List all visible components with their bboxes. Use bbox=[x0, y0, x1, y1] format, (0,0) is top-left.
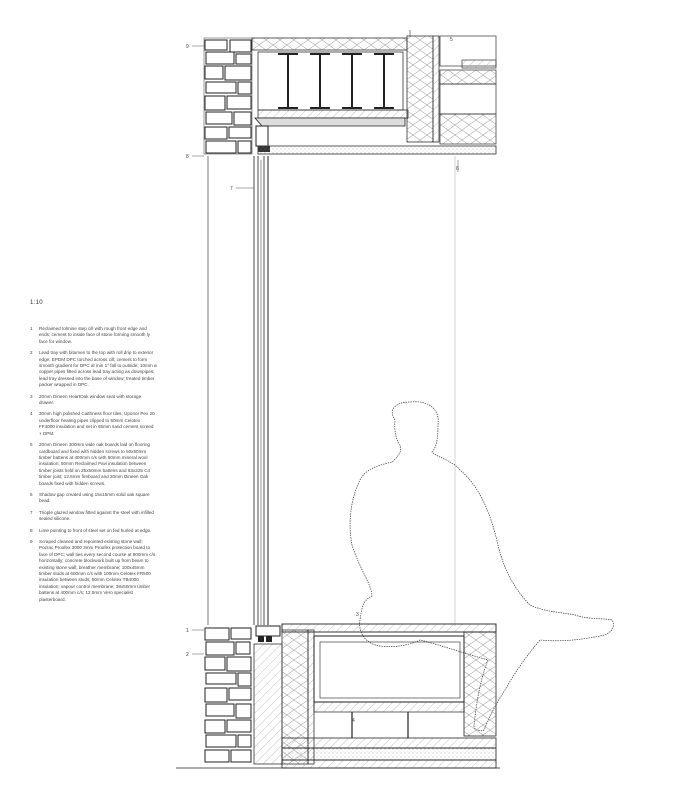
label-3: 3 bbox=[356, 612, 359, 618]
note-number: 4 bbox=[30, 411, 33, 417]
note-number: 1 bbox=[30, 326, 33, 331]
note-text: Shadow gap created using 15x15mm solid oak square bead. bbox=[39, 491, 150, 504]
note-6 bbox=[30, 492, 180, 505]
note-text: Lead tray with bitumen to the top with roll drip to exterior edge; EPDM DPC torched across cill; cement to form smooth gradient for DPC at min 1° fall to outside; 10mm ø copper pipes fitted across lead tray acting as downpipes; lead tray dressed into the base of window; treated timber packer wrapped in DPC. bbox=[39, 350, 157, 388]
label-6: 6 bbox=[456, 166, 459, 172]
note-1 bbox=[30, 326, 180, 345]
note-4 bbox=[30, 411, 180, 437]
label-9: 9 bbox=[186, 44, 189, 50]
note-text: Scraped cleaned and repointed existing stone wall; Pozrac Proofex 3000 3mm Proofex protection board to face of DPC; wall ties every second course at 900mm c/s horizontally; concrete blockwork built up from beam to existing stone wall; breather membrane; 100x45mm timber studs at 600mm c/s with 100mm Celotex FR500 insulation between studs; 50mm Celotex TB4000 insulation; vapour control membrane; 38x50mm timber battens at 400mm c/s; 12.5mm Vero specialist plasterboard. bbox=[39, 538, 156, 602]
label-5: 5 bbox=[450, 37, 453, 43]
note-2 bbox=[30, 350, 180, 388]
notes-panel bbox=[30, 300, 180, 608]
note-number: 7 bbox=[30, 509, 33, 515]
label-8: 8 bbox=[186, 154, 189, 160]
label-4: 4 bbox=[352, 718, 355, 724]
scale-label: 1:10 bbox=[30, 300, 43, 306]
note-text: 20mm Dineen HeartOak window seat with storage drawer. bbox=[39, 393, 142, 406]
note-number: 9 bbox=[30, 538, 33, 544]
note-3 bbox=[30, 394, 180, 407]
label-1: 1 bbox=[186, 628, 189, 634]
label-2: 2 bbox=[186, 652, 189, 658]
lower-stone-wall bbox=[205, 628, 251, 762]
note-5 bbox=[30, 442, 180, 487]
upper-stone-wall bbox=[204, 38, 252, 154]
label-7: 7 bbox=[230, 186, 233, 192]
note-number: 3 bbox=[30, 393, 33, 399]
note-text: Triople glazed window fitted against the steel with infilled sealed silicone. bbox=[39, 509, 154, 522]
note-number: 8 bbox=[30, 527, 33, 533]
note-9 bbox=[30, 539, 180, 603]
glazing-unit bbox=[208, 156, 455, 626]
note-text: Lime pointing to front of steel set on fed hurled at edge. bbox=[39, 527, 152, 533]
note-7 bbox=[30, 510, 180, 523]
note-text: Reclaimed tolmine step cill with rough front edge and ends; cement to inside face of stone forming smooth ly face for window. bbox=[39, 326, 151, 344]
note-number: 2 bbox=[30, 350, 33, 356]
note-number: 5 bbox=[30, 442, 33, 448]
note-text: 20mm Dineen 300mm wide oak boards laid on flooring cardboard and fixed with hidden screws to 50x50mm timber battens at 400mm c/s with 50mm mineral wool insulation; 50mm Reclaimed Pavi insulation between timber joists held on 25x50mm battens and 63x225 C4 timber joist; 12.5mm fireboard and 20mm Dineen Oak boards fixed with hidden screws. bbox=[39, 442, 151, 486]
note-number: 6 bbox=[30, 491, 33, 497]
note-8 bbox=[30, 528, 180, 534]
upper-steel-zone bbox=[252, 30, 496, 154]
note-text: 30mm high polished Caithness floor tiles; Uponor Pex 20 underfloor heating pipes clipped to 50mm Celotex FF4000 insulation and set in 65mm sand cement screed + DPM. bbox=[39, 411, 155, 436]
